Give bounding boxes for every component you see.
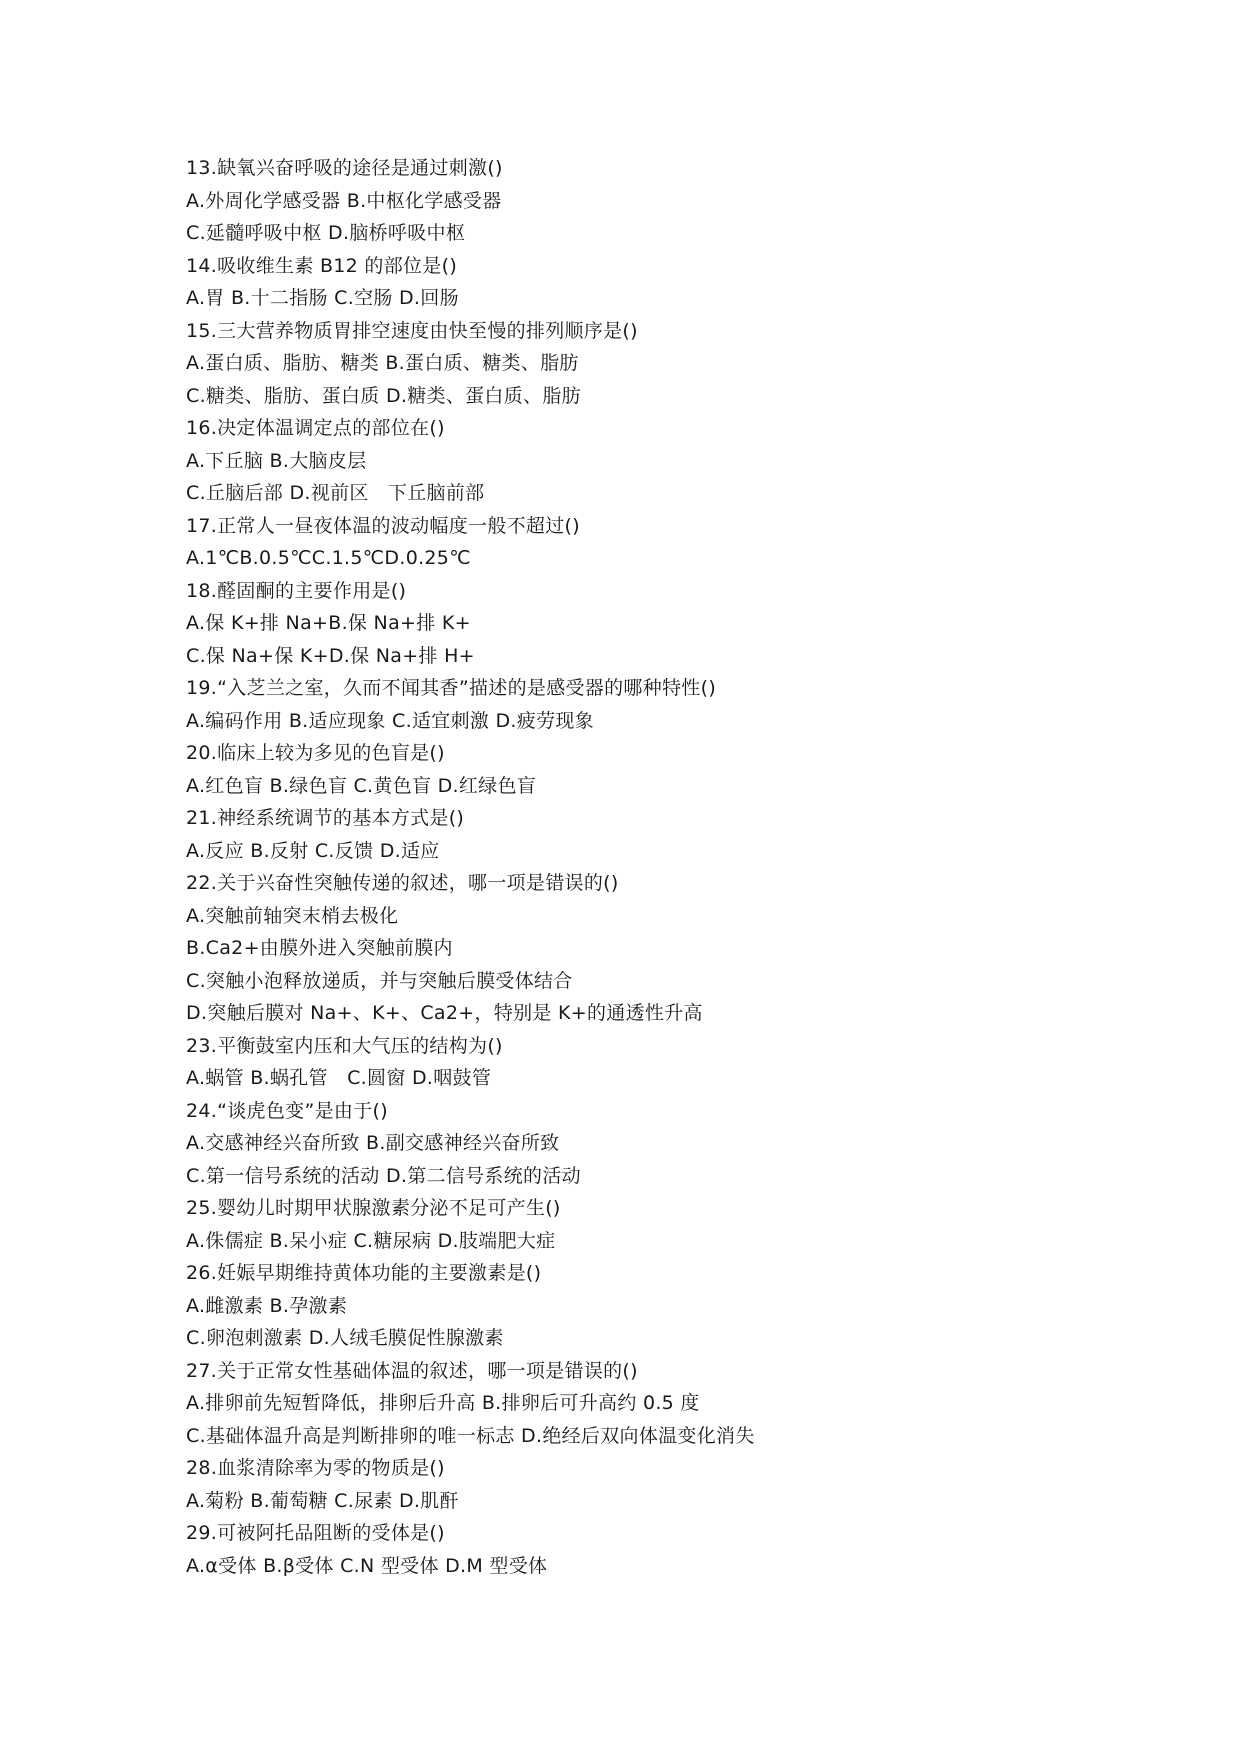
document-body — [186, 152, 1186, 1582]
question-22-option-a: A.突触前轴突末梢去极化 — [186, 904, 399, 927]
question-15-options-cd: C.糖类、脂肪、蛋白质 D.糖类、蛋白质、脂肪 — [186, 384, 581, 407]
question-29-options: A.α受体 B.β受体 C.N 型受体 D.M 型受体 — [186, 1554, 548, 1577]
question-22-option-b: B.Ca2+由膜外进入突触前膜内 — [186, 937, 453, 959]
question-23-stem: 23.平衡鼓室内压和大气压的结构为() — [186, 1034, 503, 1057]
question-17-stem: 17.正常人一昼夜体温的波动幅度一般不超过() — [186, 514, 580, 537]
question-22-option-c: C.突触小泡释放递质，并与突触后膜受体结合 — [186, 969, 573, 992]
question-25-options: A.侏儒症 B.呆小症 C.糖尿病 D.肢端肥大症 — [186, 1229, 556, 1252]
question-22-stem: 22.关于兴奋性突触传递的叙述，哪一项是错误的() — [186, 872, 619, 894]
question-21-stem: 21.神经系统调节的基本方式是() — [186, 807, 465, 829]
question-18-options-ab: A.保 K+排 Na+B.保 Na+排 K+ — [186, 612, 471, 634]
question-14-stem: 14.吸收维生素 B12 的部位是() — [186, 254, 458, 277]
question-19-options: A.编码作用 B.适应现象 C.适宜刺激 D.疲劳现象 — [186, 709, 594, 732]
question-15-stem: 15.三大营养物质胃排空速度由快至慢的排列顺序是() — [186, 319, 638, 342]
question-29-stem: 29.可被阿托品阻断的受体是() — [186, 1522, 445, 1544]
question-22-option-d: D.突触后膜对 Na+、K+、Ca2+，特别是 K+的通透性升高 — [186, 1002, 703, 1024]
question-28-stem: 28.血浆清除率为零的物质是() — [186, 1457, 445, 1479]
question-18-stem: 18.醛固酮的主要作用是() — [186, 579, 407, 602]
question-27-options-cd: C.基础体温升高是判断排卵的唯一标志 D.绝经后双向体温变化消失 — [186, 1424, 755, 1447]
question-28-options: A.菊粉 B.葡萄糖 C.尿素 D.肌酐 — [186, 1489, 459, 1512]
question-17-options: A.1℃B.0.5℃C.1.5℃D.0.25℃ — [186, 547, 471, 569]
question-16-stem: 16.决定体温调定点的部位在() — [186, 417, 445, 439]
question-23-options: A.蜗管 B.蜗孔管 C.圆窗 D.咽鼓管 — [186, 1067, 492, 1089]
question-13-options-cd: C.延髓呼吸中枢 D.脑桥呼吸中枢 — [186, 222, 466, 244]
question-14-options: A.胃 B.十二指肠 C.空肠 D.回肠 — [186, 287, 459, 309]
question-16-options-cd: C.丘脑后部 D.视前区 下丘脑前部 — [186, 482, 485, 504]
question-15-options-ab: A.蛋白质、脂肪、糖类 B.蛋白质、糖类、脂肪 — [186, 352, 579, 374]
question-27-stem: 27.关于正常女性基础体温的叙述，哪一项是错误的() — [186, 1359, 638, 1382]
question-21-options: A.反应 B.反射 C.反馈 D.适应 — [186, 839, 440, 862]
question-19-stem: 19.“入芝兰之室，久而不闻其香”描述的是感受器的哪种特性() — [186, 677, 717, 699]
question-13-options-ab: A.外周化学感受器 B.中枢化学感受器 — [186, 189, 502, 212]
question-13-stem: 13.缺氧兴奋呼吸的途径是通过刺激() — [186, 157, 503, 179]
question-24-options-ab: A.交感神经兴奋所致 B.副交感神经兴奋所致 — [186, 1132, 560, 1154]
question-25-stem: 25.婴幼儿时期甲状腺激素分泌不足可产生() — [186, 1197, 561, 1219]
question-20-stem: 20.临床上较为多见的色盲是() — [186, 742, 445, 764]
question-24-stem: 24.“谈虎色变”是由于() — [186, 1099, 388, 1122]
question-18-options-cd: C.保 Na+保 K+D.保 Na+排 H+ — [186, 644, 475, 667]
question-24-options-cd: C.第一信号系统的活动 D.第二信号系统的活动 — [186, 1164, 581, 1187]
question-26-options-ab: A.雌激素 B.孕激素 — [186, 1294, 348, 1317]
question-26-options-cd: C.卵泡刺激素 D.人绒毛膜促性腺激素 — [186, 1327, 504, 1349]
question-26-stem: 26.妊娠早期维持黄体功能的主要激素是() — [186, 1262, 542, 1284]
question-27-options-ab: A.排卵前先短暂降低，排卵后升高 B.排卵后可升高约 0.5 度 — [186, 1392, 700, 1414]
question-16-options-ab: A.下丘脑 B.大脑皮层 — [186, 449, 367, 472]
question-20-options: A.红色盲 B.绿色盲 C.黄色盲 D.红绿色盲 — [186, 774, 537, 797]
